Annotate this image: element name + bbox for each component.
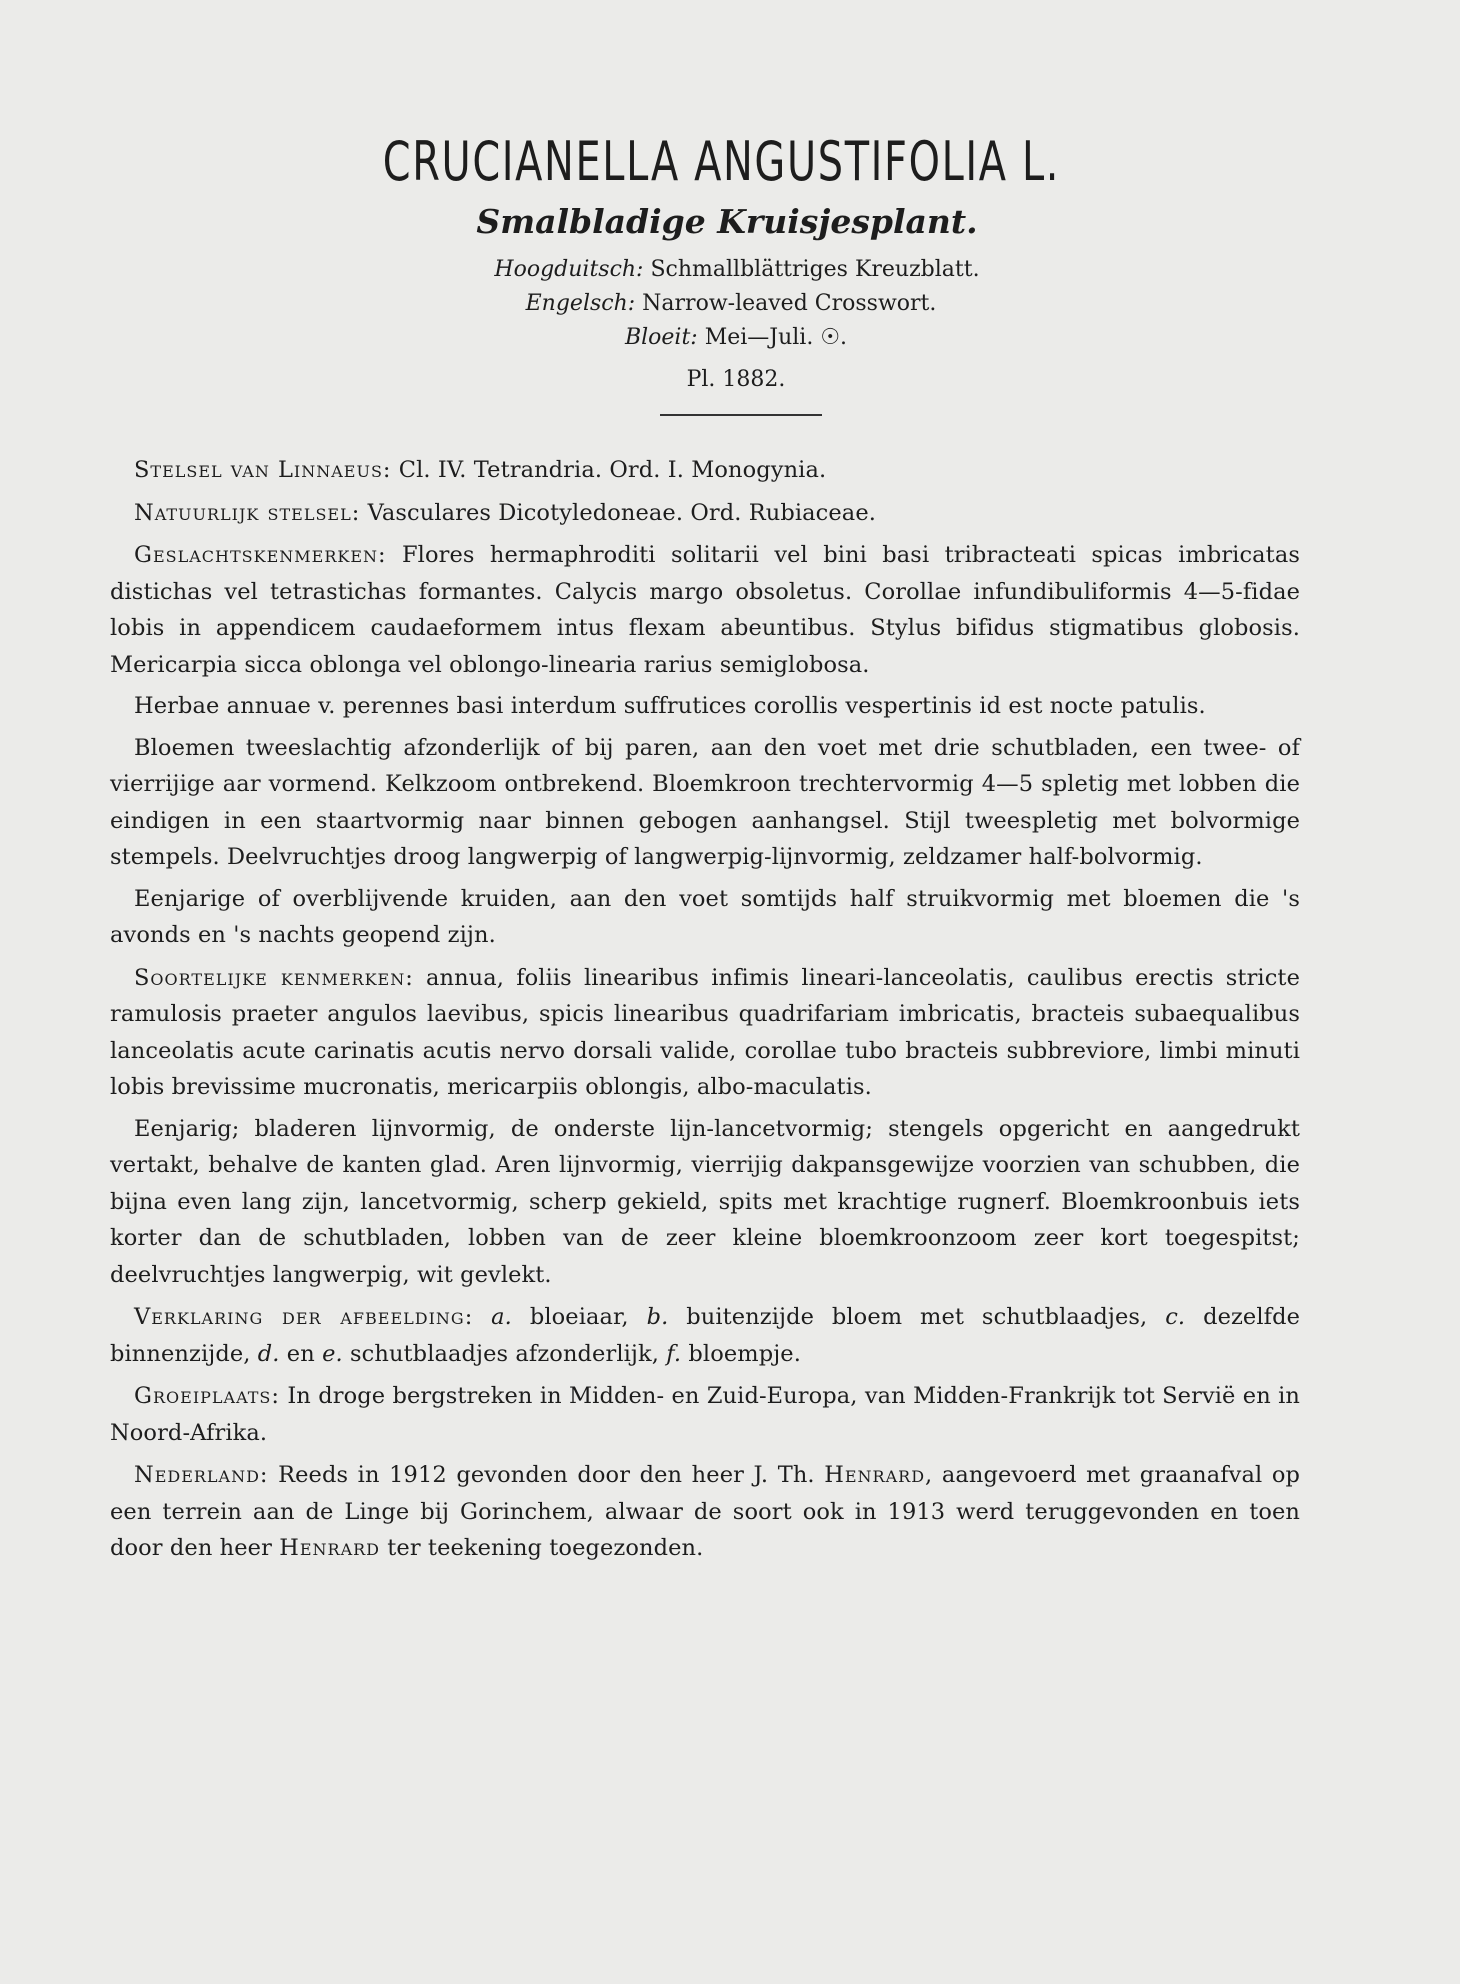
figure-f-text: bloempje. [688, 1340, 801, 1367]
natural-system-label: Natuurlijk stelsel: [134, 499, 361, 526]
figure-paragraph [110, 1299, 1300, 1372]
bloom-label: Bloeit: [624, 325, 698, 350]
species-title: CRUCIANELLA ANGUSTIFOLIA L. [382, 130, 1061, 193]
natural-system-text: Vasculares Dicotyledoneae. Ord. Rubiaceae. [367, 499, 876, 526]
divider [660, 414, 822, 416]
figure-de-text: schutblaadjes afzonderlijk, [350, 1340, 659, 1367]
linnaeus-text: Cl. IV. Tetrandria. Ord. I. Monogynia. [398, 457, 827, 483]
bloom-line [110, 321, 1300, 355]
plate-number: Pl. 1882. [686, 367, 786, 392]
figure-a-text: bloeiaar, [529, 1304, 629, 1330]
figure-f: f. [666, 1340, 682, 1367]
species-dutch-paragraph: Eenjarig; bladeren lijnvormig, de onderste lijn-lancetvormig; stengels opgericht en aangedrukt vertakt, behalve de kanten glad. Aren lijnvormig, vierrijig dakpansgewijze voorzien van schubben, die bijna even lang zijn, lancetvormig, scherp gekield, spits met krachtige rugnerf. Bloemkroonbuis iets korter dan de schutbladen, lobben van de zeer kleine bloemkroonzoom zeer kort toegespitst; deelvruchtjes langwerpig, wit gevlekt. [110, 1115, 1300, 1288]
genus-paragraph-2: Herbae annuae v. perennes basi interdum suffrutices corollis vespertinis id est nocte patulis. [134, 693, 1206, 719]
figure-en: en [286, 1340, 315, 1367]
figure-b-text: buitenzijde bloem met schutblaadjes, [686, 1304, 1148, 1330]
netherlands-paragraph [110, 1457, 1300, 1567]
habitat-text: In droge bergstreken in Midden- en Zuid-Europa, van Midden-Frankrijk tot Servië en in Noord-Afrika. [110, 1383, 1300, 1446]
english-label: Engelsch: [525, 291, 636, 316]
genus-text: Flores hermaphroditi solitarii vel bini basi tribracteati spicas imbricatas distichas vel tetrastichas formantes. Calycis margo obsoletus. Corollae infundibuliformis 4—5-fidae lobis in appendicem caudaeformem intus flexam abeuntibus. Stylus bifidus stigmatibus globosis. Mericarpia sicca oblonga vel oblongo-linearia rarius semiglobosa. [110, 542, 1300, 678]
genus-label: Geslachtskenmerken: [134, 542, 387, 568]
english-value: Narrow-leaved Crosswort. [642, 291, 937, 316]
natural-system-paragraph [110, 495, 1300, 532]
netherlands-text-3: ter teekening toegezonden. [387, 1535, 704, 1561]
genus-paragraph [110, 537, 1300, 683]
figure-c: c. [1165, 1304, 1186, 1330]
figure-label: Verklaring der afbeelding: [134, 1304, 474, 1330]
figure-d: d. [257, 1340, 280, 1367]
linnaeus-paragraph [110, 452, 1300, 489]
body-text [110, 452, 1300, 1567]
habitat-label: Groeiplaats: [134, 1383, 280, 1409]
species-text: annua, foliis linearibus infimis lineari-lanceolatis, caulibus erectis stricte ramulosis praeter angulos laevibus, spicis linearibus quadrifariam imbricatis, bracteis subaequalibus lanceolatis acute carinatis acutis nervo dorsali valide, corollae tubo bracteis subbreviore, limbi minuti lobis brevissime mucronatis, mericarpiis oblongis, albo-maculatis. [110, 964, 1300, 1100]
vernacular-name: Smalbladige Kruisjesplant. [476, 202, 978, 241]
german-value: Schmallblättriges Kreuzblatt. [650, 257, 980, 282]
english-name-line [110, 287, 1300, 321]
person-name-henrard-2: Henrard [279, 1535, 380, 1561]
title-block [110, 0, 1300, 416]
linnaeus-label: Stelsel van Linnaeus: [134, 457, 392, 483]
bloom-value: Mei—Juli. ☉. [704, 325, 848, 350]
german-name-line [110, 253, 1300, 287]
figure-c-text: dezelfde binnenzijde, [110, 1304, 1300, 1367]
figure-a: a. [491, 1304, 512, 1330]
netherlands-text-1: Reeds in 1912 gevonden door den heer J. Th. [278, 1462, 815, 1488]
genus-dutch-paragraph-2: Eenjarige of overblijvende kruiden, aan den voet somtijds half struikvormig met bloemen die 's avonds en 's nachts geopend zijn. [110, 885, 1300, 948]
netherlands-text-2: , aangevoerd met graanafval op een terrein aan de Linge bij Gorinchem, alwaar de soort ook in 1913 werd teruggevonden en toen door den heer [110, 1462, 1300, 1561]
species-label: Soortelijke kenmerken: [134, 964, 414, 991]
genus-dutch-paragraph: Bloemen tweeslachtig afzonderlijk of bij paren, aan den voet met drie schutbladen, een twee- of vierrijige aar vormend. Kelkzoom ontbrekend. Bloemkroon trechtervormig 4—5 spletig met lobben die eindigen in een staartvormig naar binnen gebogen aanhangsel. Stijl tweespletig met bolvormige stempels. Deelvruchtjes droog langwerpig of langwerpig-lijnvormig, zeldzamer half-bolvormig. [110, 734, 1300, 870]
species-paragraph [110, 960, 1300, 1106]
german-label: Hoogduitsch: [494, 257, 644, 282]
figure-e: e. [322, 1340, 343, 1367]
netherlands-label: Nederland: [134, 1462, 269, 1488]
figure-b: b. [646, 1304, 669, 1330]
habitat-paragraph [110, 1378, 1300, 1451]
person-name-henrard: Henrard [824, 1462, 926, 1488]
